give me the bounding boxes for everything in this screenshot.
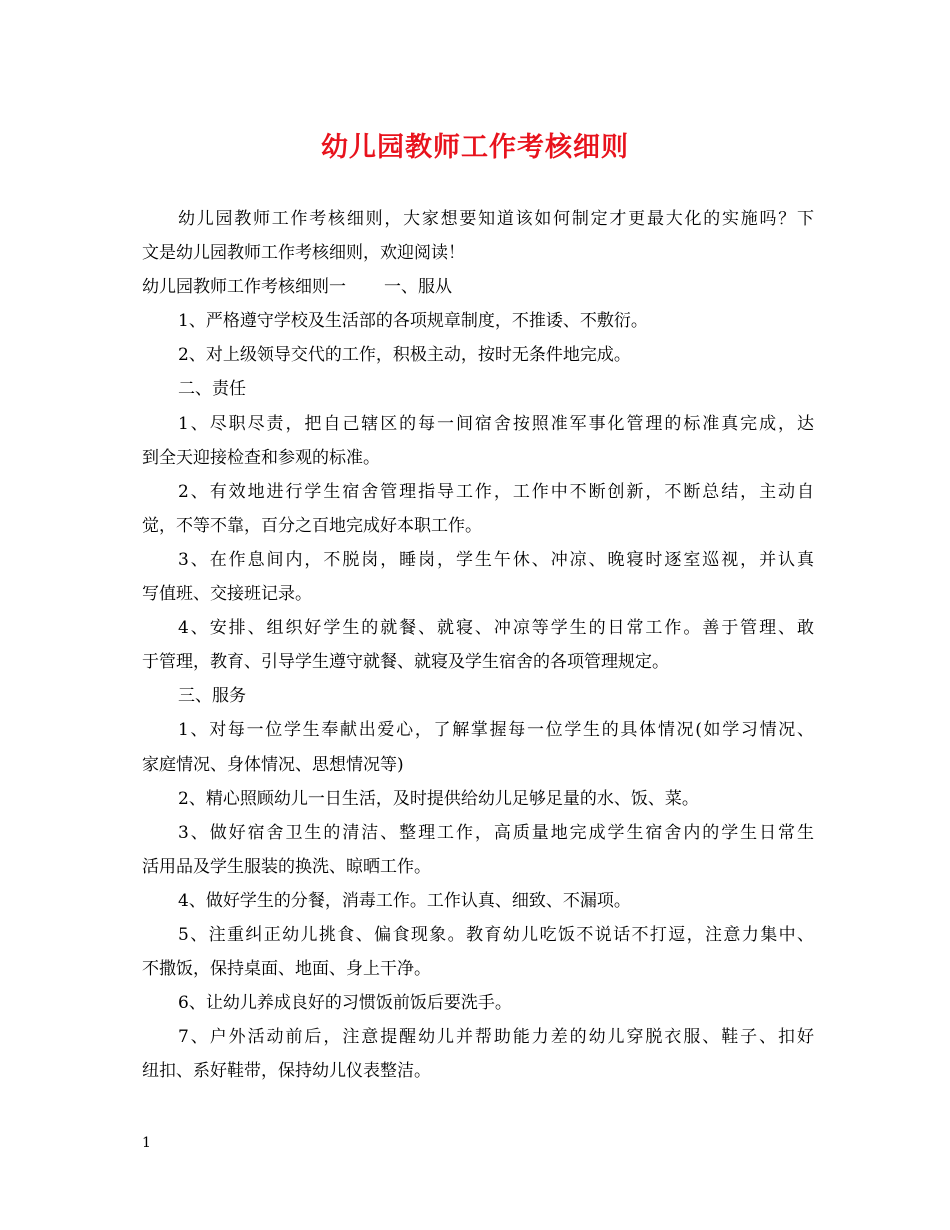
document-subtitle: 幼儿园教师工作考核细则一 <box>142 277 346 298</box>
list-item-line: 于管理，教育、引导学生遵守就餐、就寝及学生宿舍的各项管理规定。 <box>142 652 669 673</box>
list-item: 1、严格遵守学校及生活部的各项规章制度，不推诿、不敷衍。 <box>178 311 648 332</box>
subtitle-row <box>142 270 814 304</box>
list-item-line: 活用品及学生服装的换洗、晾晒工作。 <box>142 856 431 877</box>
list-item-line: 觉，不等不靠，百分之百地完成好本职工作。 <box>142 515 482 536</box>
document-title: 幼儿园教师工作考核细则 <box>321 132 629 163</box>
page-number: 1 <box>142 1135 151 1151</box>
list-item-line: 7、户外活动前后，注意提醒幼儿并帮助能力差的幼儿穿脱衣服、鞋子、扣好 <box>178 1027 814 1048</box>
list-item: 6、让幼儿养成良好的习惯饭前饭后要洗手。 <box>178 993 512 1014</box>
list-item-line: 3、在作息间内，不脱岗，睡岗，学生午休、冲凉、晚寝时逐室巡视，并认真 <box>178 549 814 570</box>
list-item-line: 家庭情况、身体情况、思想情况等) <box>142 754 404 775</box>
list-item-line: 写值班、交接班记录。 <box>142 584 312 605</box>
list-item-line: 1、尽职尽责，把自己辖区的每一间宿舍按照准军事化管理的标准真完成，达 <box>178 413 814 434</box>
intro-paragraph-line: 文是幼儿园教师工作考核细则，欢迎阅读！ <box>142 243 465 264</box>
list-item-line: 1、对每一位学生奉献出爱心，了解掌握每一位学生的具体情况(如学习情况、 <box>178 720 814 741</box>
section-heading: 一、服从 <box>384 277 452 298</box>
list-item: 2、精心照顾幼儿一日生活，及时提供给幼儿足够足量的水、饭、菜。 <box>178 788 699 809</box>
list-item-line: 5、注重纠正幼儿挑食、偏食现象。教育幼儿吃饭不说话不打逗，注意力集中、 <box>178 924 814 945</box>
list-item-line: 到全天迎接检查和参观的标准。 <box>142 447 380 468</box>
section-heading: 三、服务 <box>178 686 246 707</box>
list-item-line: 3、做好宿舍卫生的清洁、整理工作，高质量地完成学生宿舍内的学生日常生 <box>178 822 814 843</box>
list-item-line: 纽扣、系好鞋带，保持幼儿仪表整洁。 <box>142 1061 431 1082</box>
intro-paragraph-line: 幼儿园教师工作考核细则，大家想要知道该如何制定才更最大化的实施吗？下 <box>178 209 814 229</box>
section-heading: 二、责任 <box>178 379 246 400</box>
list-item: 2、对上级领导交代的工作，积极主动，按时无条件地完成。 <box>178 345 631 366</box>
list-item-line: 4、安排、组织好学生的就餐、就寝、冲凉等学生的日常工作。善于管理、敢 <box>178 618 814 639</box>
document-body <box>142 202 814 1088</box>
list-item: 4、做好学生的分餐，消毒工作。工作认真、细致、不漏项。 <box>178 890 631 911</box>
list-item-line: 不撒饭，保持桌面、地面、身上干净。 <box>142 959 431 980</box>
list-item-line: 2、有效地进行学生宿舍管理指导工作，工作中不断创新，不断总结，主动自 <box>178 481 814 502</box>
